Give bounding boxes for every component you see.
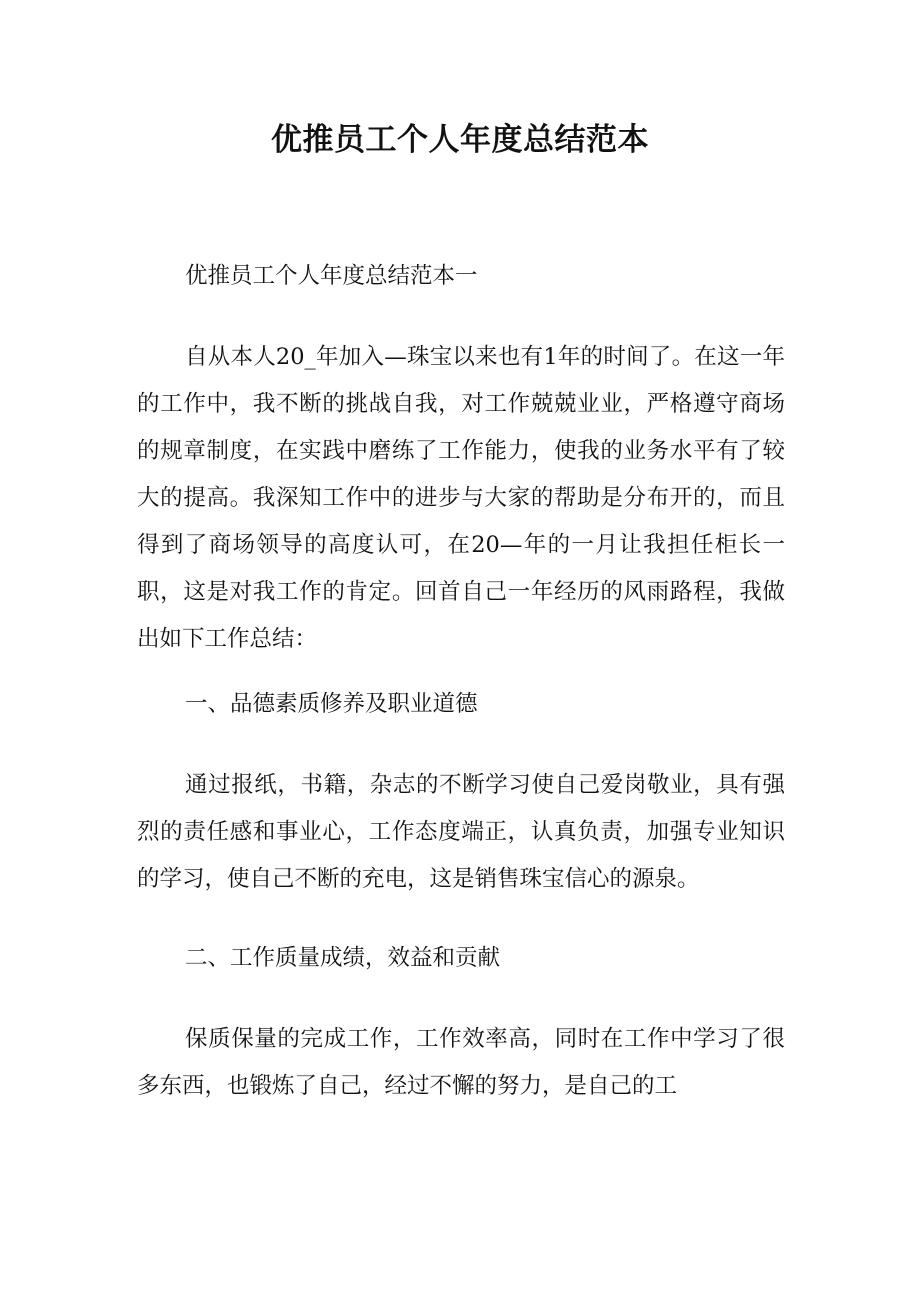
section-heading-ethics: 一、品德素质修养及职业道德 (185, 691, 478, 717)
paragraph-performance: 保质保量的完成工作，工作效率高，同时在工作中学习了很多东西，也锻炼了自己，经过不懈的努力，是自己的工 (137, 1026, 785, 1099)
section-heading-performance: 二、工作质量成绩，效益和贡献 (185, 945, 501, 971)
section-subtitle: 优推员工个人年度总结范本一 (185, 263, 478, 289)
paragraph-ethics: 通过报纸，书籍，杂志的不断学习使自己爱岗敬业，具有强烈的责任感和事业心，工作态度端正，认真负责，加强专业知识的学习，使自己不断的充电，这是销售珠宝信心的源泉。 (137, 772, 785, 892)
paragraph-intro: 自从本人20_年加入—珠宝以来也有1年的时间了。在这一年的工作中，我不断的挑战自我，对工作兢兢业业，严格遵守商场的规章制度，在实践中磨练了工作能力，使我的业务水平有了较大的提高。我深知工作中的进步与大家的帮助是分布开的，而且得到了商场领导的高度认可，在20—年的一月让我担任柜长一职，这是对我工作的肯定。回首自己一年经历的风雨路程，我做出如下工作总结： (137, 344, 785, 652)
page-title: 优推员工个人年度总结范本 (271, 122, 649, 158)
